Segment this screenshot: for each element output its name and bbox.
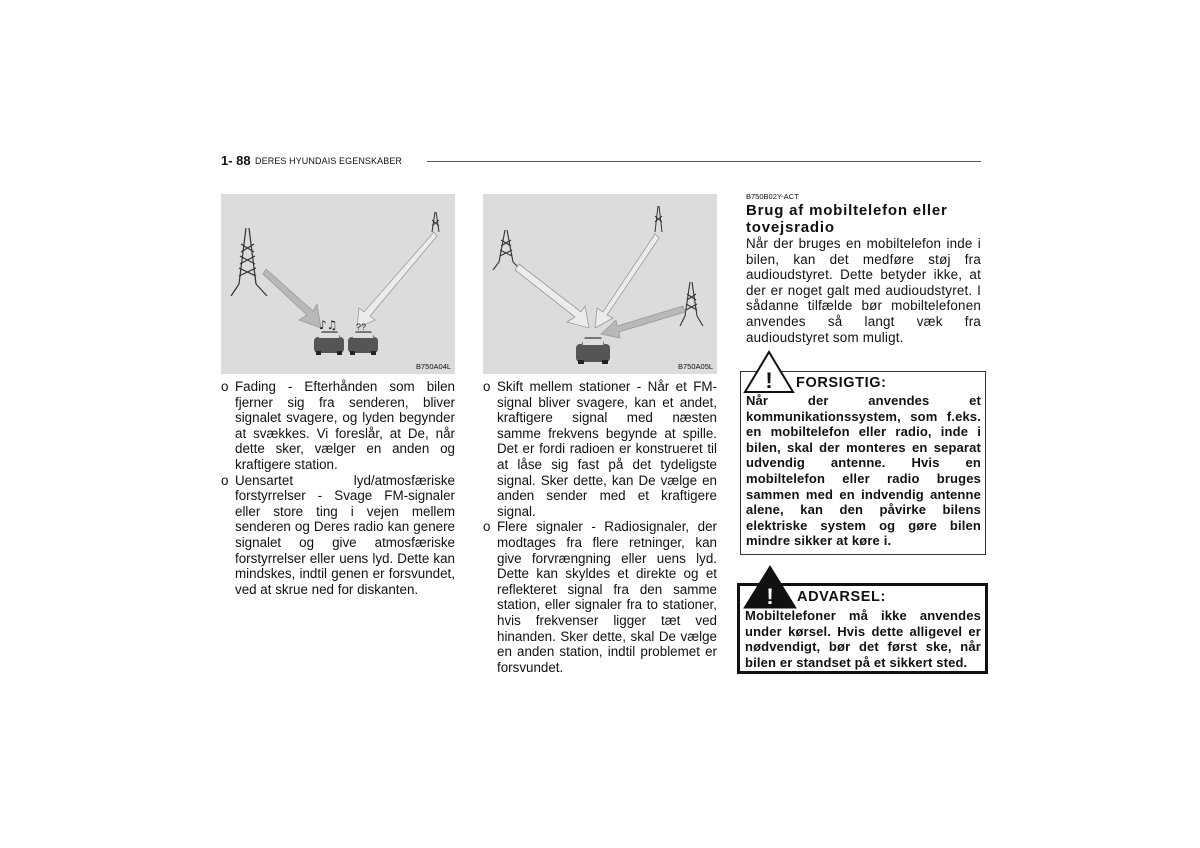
list-item (483, 519, 717, 675)
station-switch-illustration (483, 194, 717, 374)
section-title: DERES HYUNDAIS EGENSKABER (255, 156, 403, 166)
header-rule (427, 161, 981, 162)
music-note-icon: ♪♫ (319, 318, 338, 332)
fading-illustration (221, 194, 455, 374)
middle-column (483, 379, 717, 675)
signal-arrow (515, 264, 589, 328)
signal-arrow (595, 234, 659, 328)
page-number: 1- 88 (221, 153, 251, 168)
car-icon (314, 331, 344, 355)
figure-fading (221, 194, 455, 374)
warning-box (737, 583, 988, 674)
figure-code: B750A05L (678, 362, 714, 371)
caution-box (740, 368, 986, 555)
bullet: o (483, 379, 491, 394)
bullet: o (221, 379, 229, 394)
caution-text: Når der anvendes et kommunikationssystem, som f.eks. en mobiltelefon eller radio, inde i bilen, skal der monteres en separat udvendig antenne. Hvis en mobiltelefon eller radio bruges sammen med en indvendig antenne alene, kan den påvirke bilens elektriske system og gøre bilen mindre sikker at køre i. (746, 393, 981, 549)
bullet: o (483, 519, 491, 535)
left-column (221, 379, 455, 597)
section-code: B750B02Y-ACT (746, 192, 799, 201)
radio-tower-icon (680, 282, 703, 326)
svg-text:!: ! (765, 368, 773, 393)
caution-title: FORSIGTIG: (796, 375, 887, 391)
signal-arrow (601, 306, 685, 338)
signal-arrow (357, 232, 437, 328)
warning-triangle-icon (743, 350, 795, 394)
bullet: o (221, 472, 229, 488)
list-item-text: Flere signaler - Radiosignaler, der modtages fra flere retninger, kan give forvrængning eller uens lyd. Dette kan skyldes et direkte og et reflekteret signal fra den samme station, eller signaler fra to stationer, hvis frekvenser ligger tæt ved hinanden. Sker dette, skal De vælge en anden station, indtil problemet er forsvundet. (497, 519, 717, 675)
figure-station-switch (483, 194, 717, 374)
list-item (221, 379, 455, 473)
radio-tower-icon (493, 230, 521, 270)
radio-tower-icon (432, 212, 439, 232)
page-header (221, 153, 981, 169)
list-item-text: Skift mellem stationer - Når et FM-signal bliver svagere, kan et andet, kraftigere signal med næsten samme frekvens begynde at spille. Det er fordi radioen er konstrueret til at låse sig fast på det tydeligste signal. Sker dette, kan De vælge en anden sender med et kraftigere signal. (497, 379, 717, 519)
list-item-text: Uensartet lyd/atmosfæriske forstyrrelser - Svage FM-signaler eller store ting i vejen mellem senderen og Deres radio kan genere signalet og give atmosfæriske forstyrrelser eller uens lyd. Dette kan mindskes, indtil genen er forsvundet, ved at skrue ned for diskanten. (235, 472, 455, 597)
svg-text:!: ! (766, 584, 774, 609)
section-paragraph: Når der bruges en mobiltelefon inde i bilen, kan det medføre støj fra audioudstyret. Dette betyder ikke, at der er noget galt med audioudstyret. I sådanne tilfælde bør mobiltelefonen anvendes så langt væk fra audioudstyret som muligt. (746, 236, 981, 345)
warning-text: Mobiltelefoner må ikke anvendes under kørsel. Hvis dette alligevel er nødvendigt, bør det først ske, når bilen er standset på et sikkert sted. (745, 608, 981, 670)
car-icon (348, 331, 378, 355)
signal-arrow (263, 269, 321, 328)
list-item (221, 473, 455, 598)
list-item (483, 379, 717, 519)
radio-tower-icon (231, 228, 267, 296)
figure-code: B750A04L (416, 362, 452, 371)
section-heading: Brug af mobiltelefon eller tovejsradio (746, 202, 948, 236)
list-item-text: Fading - Efterhånden som bilen fjerner sig fra senderen, bliver signalet svagere, og lyden begynder at svækkes. Vi foreslår, at De, når dette sker, vælger en anden og kraftigere station. (235, 379, 455, 472)
warning-triangle-icon (742, 564, 798, 610)
radio-tower-icon (655, 206, 662, 232)
question-marks: ?? (356, 322, 367, 332)
right-column (746, 192, 981, 345)
car-icon (576, 337, 610, 364)
warning-title: ADVARSEL: (797, 589, 886, 605)
